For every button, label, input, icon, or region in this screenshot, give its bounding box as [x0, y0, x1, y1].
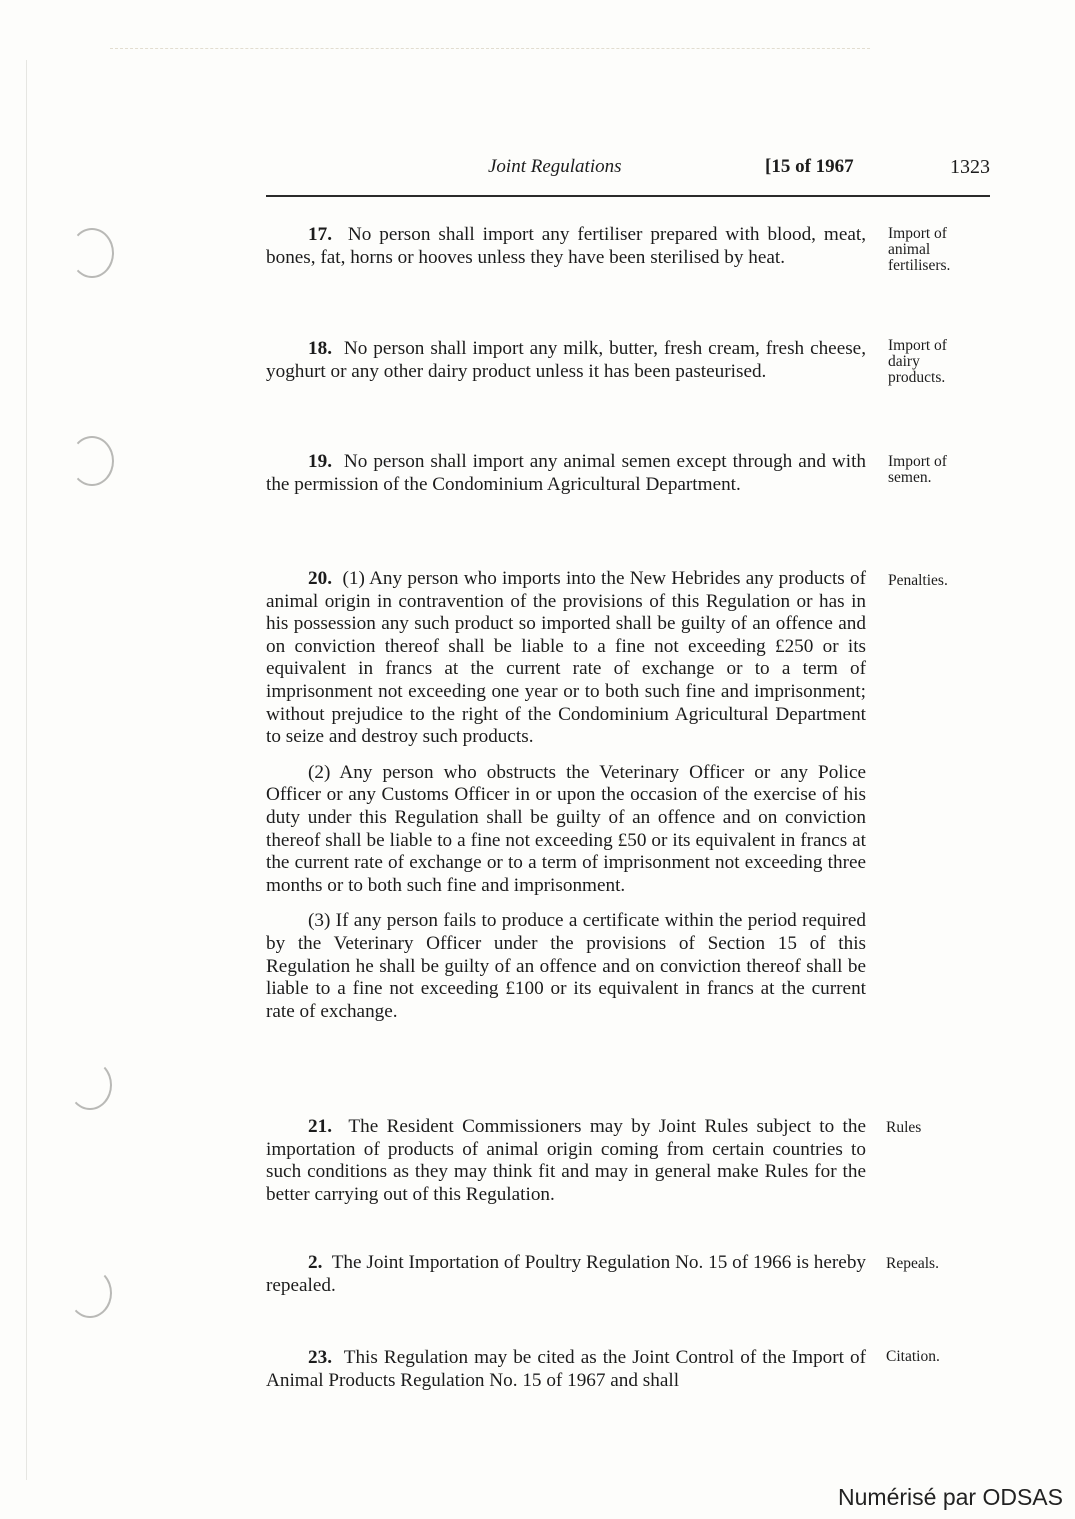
section-number: 19. — [308, 451, 332, 472]
punch-hole — [68, 1268, 112, 1318]
paragraph-text: (1) Any person who imports into the New Hebrides any products of animal origin in contravention of the provisions of this Regulation or has in his possession any such product so imported shall be guilty of an offence and on conviction thereof shall be liable to a fine not exceeding £250 or its equivalent in francs at the current rate of exchange or to a term of imprisonment not exceeding one year or to both such fine and imprisonment; without prejudice to the right of the Condominium Agricultural Department to seize and destroy such products. — [266, 568, 866, 748]
paragraph-text: This Regulation may be cited as the Joint Control of the Import of Animal Products Regulation No. 15 of 1967 and shall — [266, 1347, 867, 1391]
paragraph-text: No person shall import any milk, butter, fresh cream, fresh cheese, yoghurt or any other dairy product unless it has been pasteurised. — [266, 338, 866, 382]
section-number: 17. — [308, 224, 332, 245]
running-header — [268, 156, 992, 184]
punch-hole — [68, 1060, 112, 1110]
paragraph-text: No person shall import any fertiliser prepared with blood, meat, bones, fat, horns or hooves unless they have been sterilised by heat. — [266, 224, 867, 268]
section-paragraph — [266, 1116, 866, 1206]
section-paragraph: (2) Any person who obstructs the Veterinary Officer or any Police Officer or any Customs Officer in or upon the occasion of the exercise of his duty under this Regulation shall be guilty of an offence and on conviction thereof shall be liable to a fine not exceeding £50 or its equivalent in francs at the current rate of exchange or to a term of imprisonment not exceeding three months or to both such fine and imprisonment. — [266, 761, 866, 896]
margin-note-section-18: Import of dairy products. — [888, 337, 947, 386]
margin-note-section-17: Import of animal fertilisers. — [888, 225, 951, 274]
scan-top-edge — [110, 48, 870, 49]
section-21 — [266, 1116, 866, 1206]
page-number: 1323 — [950, 156, 990, 178]
digitization-watermark: Numérisé par ODSAS — [838, 1484, 1063, 1510]
header-act-reference: [15 of 1967 — [765, 156, 854, 177]
section-19 — [266, 451, 866, 496]
header-rule — [266, 195, 990, 197]
margin-note-section-19: Import of semen. — [888, 453, 947, 486]
section-23 — [266, 1347, 866, 1392]
section-paragraph — [266, 1347, 866, 1392]
margin-note-section-20: Penalties. — [888, 572, 948, 589]
section-20 — [266, 568, 866, 1023]
margin-note-section-22: Repeals. — [886, 1255, 939, 1272]
scan-left-edge — [26, 60, 27, 1480]
punch-hole — [70, 228, 114, 278]
header-title: Joint Regulations — [488, 156, 622, 177]
section-22 — [266, 1252, 866, 1297]
section-number: 23. — [308, 1347, 332, 1368]
section-number: 21. — [308, 1116, 332, 1137]
section-paragraph — [266, 568, 866, 749]
punch-hole — [70, 436, 114, 486]
paragraph-text: The Resident Commissioners may by Joint Rules subject to the importation of products of animal origin coming from certain countries to such conditions as they may think fit and may in general make Rules for the better carrying out of this Regulation. — [266, 1116, 866, 1205]
section-paragraph — [266, 224, 866, 269]
paragraph-text: No person shall import any animal semen except through and with the permission of the Condominium Agricultural Department. — [266, 451, 867, 495]
section-paragraph — [266, 338, 866, 383]
section-18 — [266, 338, 866, 383]
paragraph-text: The Joint Importation of Poultry Regulation No. 15 of 1966 is hereby repealed. — [266, 1252, 867, 1296]
section-number: 2. — [308, 1252, 323, 1273]
margin-note-section-23: Citation. — [886, 1348, 940, 1365]
section-number: 20. — [308, 568, 332, 589]
section-17 — [266, 224, 866, 269]
section-paragraph: (3) If any person fails to produce a certificate within the period required by the Veterinary Officer under the provisions of Section 15 of this Regulation he shall be guilty of an offence and on conviction thereof shall be liable to a fine not exceeding £100 or its equivalent in francs at the current rate of exchange. — [266, 910, 866, 1022]
section-paragraph — [266, 1252, 866, 1297]
margin-note-section-21: Rules — [886, 1119, 922, 1136]
section-paragraph — [266, 451, 866, 496]
section-number: 18. — [308, 338, 332, 359]
